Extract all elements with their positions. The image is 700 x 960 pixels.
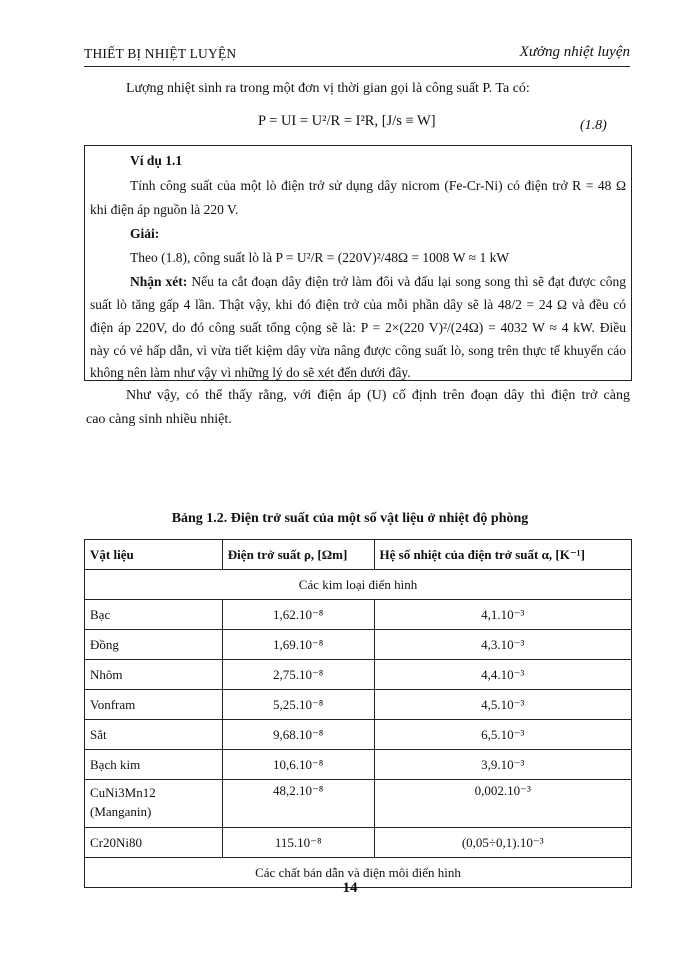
resistivity-cell: 9,68.10⁻⁸ <box>222 720 374 750</box>
remark-text: Nếu ta cắt đoạn dây điện trở làm đôi và đấu lại song song thì sẽ đạt được công <box>191 274 627 289</box>
resistivity-cell: 10,6.10⁻⁸ <box>222 750 374 780</box>
material-note: (Manganin) <box>90 804 152 819</box>
material-cell: Nhôm <box>85 660 223 690</box>
resistivity-cell: 48,2.10⁻⁸ <box>222 780 374 828</box>
remark-line: không nên làm như vậy vì những lý do sẽ xét đến dưới đây. <box>90 365 411 380</box>
table-row <box>85 750 632 780</box>
example-title: Ví dụ 1.1 <box>130 153 183 168</box>
coefficient-cell: 0,002.10⁻³ <box>374 780 632 828</box>
coefficient-cell: (0,05÷0,1).10⁻³ <box>374 828 632 858</box>
material-cell: Đồng <box>85 630 223 660</box>
coefficient-cell: 4,5.10⁻³ <box>374 690 632 720</box>
remark-line: điện áp 220V, do đó công suất tổng cộng sẽ là: P = 2×(220 V)²/(24Ω) = 4032 W ≈ 4 kW. Điều <box>90 320 626 335</box>
coefficient-cell: 3,9.10⁻³ <box>374 750 632 780</box>
column-header-temp-coefficient: Hệ số nhiệt của điện trở suất α, [K⁻¹] <box>374 540 632 570</box>
intro-paragraph: Lượng nhiệt sinh ra trong một đơn vị thời gian gọi là công suất P. Ta có: <box>126 81 530 96</box>
equation-number: (1.8) <box>580 118 607 133</box>
table-row <box>85 660 632 690</box>
resistivity-cell: 2,75.10⁻⁸ <box>222 660 374 690</box>
coefficient-cell: 4,1.10⁻³ <box>374 600 632 630</box>
solution-title: Giải: <box>130 226 160 241</box>
coefficient-cell: 4,4.10⁻³ <box>374 660 632 690</box>
material-name: CuNi3Mn12 <box>90 785 156 800</box>
page-number: 14 <box>342 880 358 896</box>
material-cell: Bạch kim <box>85 750 223 780</box>
group-metals: Các kim loại điển hình <box>85 570 632 600</box>
coefficient-cell: 4,3.10⁻³ <box>374 630 632 660</box>
conclusion-line: Như vậy, có thể thấy rằng, với điện áp (U) cố định trên đoạn dây thì điện trở càng <box>126 388 630 403</box>
page-header <box>84 44 630 67</box>
column-header-resistivity: Điện trở suất ρ, [Ωm] <box>222 540 374 570</box>
column-header-material: Vật liệu <box>85 540 223 570</box>
conclusion-line: cao càng sinh nhiều nhiệt. <box>86 412 232 427</box>
header-chapter-title: Xưởng nhiệt luyện <box>519 44 630 60</box>
resistivity-cell: 1,69.10⁻⁸ <box>222 630 374 660</box>
table-row <box>85 828 632 858</box>
table-caption: Bảng 1.2. Điện trở suất của một số vật liệu ở nhiệt độ phòng <box>171 511 529 526</box>
table-row <box>85 600 632 630</box>
solution-text: Theo (1.8), công suất lò là P = U²/R = (220V)²/48Ω = 1008 W ≈ 1 kW <box>130 250 510 265</box>
table-row <box>85 630 632 660</box>
material-cell <box>85 780 223 828</box>
example-problem-line: Tính công suất của một lò điện trở sử dụng dây nicrom (Fe-Cr-Ni) có điện trở R = 48 Ω <box>130 178 626 193</box>
table-row <box>85 720 632 750</box>
remark-line <box>130 271 626 293</box>
group-semiconductors: Các chất bán dẫn và điện môi điển hình <box>85 858 632 888</box>
remark-line: này có vẻ hấp dẫn, vì vừa tiết kiệm dây vừa nâng được công suất lò, song trên thực tế khuyến cáo <box>90 343 626 358</box>
material-cell: Cr20Ni80 <box>85 828 223 858</box>
table-group-row <box>85 570 632 600</box>
material-cell: Vonfram <box>85 690 223 720</box>
power-formula: P = UI = U²/R = I²R, [J/s ≡ W] <box>258 113 436 129</box>
example-box <box>84 145 632 381</box>
table-row <box>85 690 632 720</box>
resistivity-cell: 1,62.10⁻⁸ <box>222 600 374 630</box>
material-cell: Sắt <box>85 720 223 750</box>
resistivity-cell: 5,25.10⁻⁸ <box>222 690 374 720</box>
table-row <box>85 780 632 828</box>
resistivity-cell: 115.10⁻⁸ <box>222 828 374 858</box>
example-problem-line: khi điện áp nguồn là 220 V. <box>90 202 239 217</box>
table-header-row <box>85 540 632 570</box>
header-book-title: THIẾT BỊ NHIỆT LUYỆN <box>84 46 237 61</box>
material-cell: Bạc <box>85 600 223 630</box>
remark-label: Nhận xét: <box>130 274 188 289</box>
remark-line: suất lò tăng gấp 4 lần. Thật vậy, khi đó điện trở của mỗi phần dây sẽ là 48/2 = 24 Ω và đều có <box>90 297 626 312</box>
resistivity-table <box>84 539 632 888</box>
coefficient-cell: 6,5.10⁻³ <box>374 720 632 750</box>
